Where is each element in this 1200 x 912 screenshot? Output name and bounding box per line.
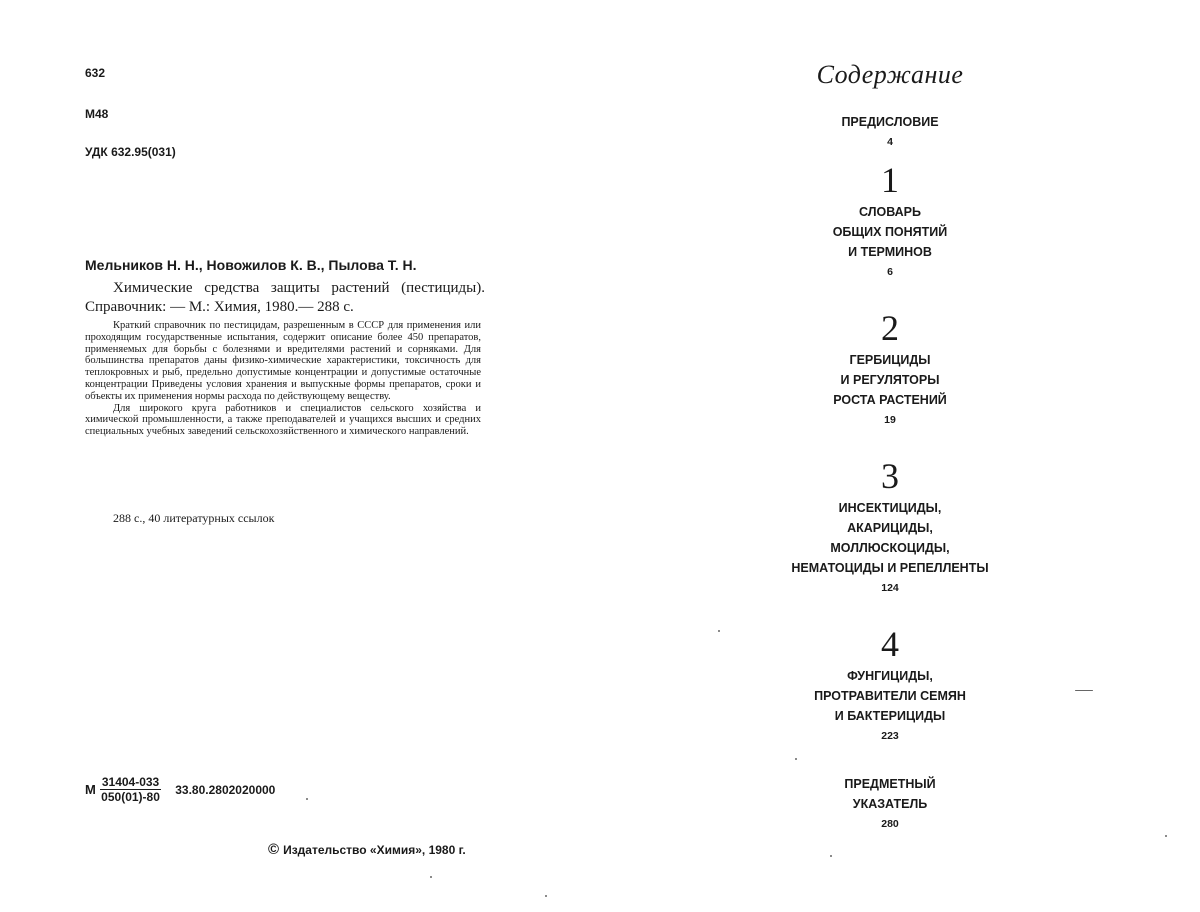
- chapter-page: 223: [881, 730, 899, 742]
- chapter-number: 4: [881, 624, 899, 664]
- chapter-title-line: РОСТА РАСТЕНИЙ: [833, 393, 947, 407]
- abstract-paragraph: Для широкого круга работников и специалистов сельского хозяйства и химической промышленности, а также преподавателей и учащихся высших и средних специальных учебных заведений сельскохозяйственного и химического направлений.: [85, 402, 481, 438]
- chapter-title-line: И РЕГУЛЯТОРЫ: [840, 373, 940, 387]
- bbk-letter: М: [85, 782, 96, 797]
- scan-speck: [718, 630, 720, 632]
- chapter-title-line: ОБЩИХ ПОНЯТИЙ: [832, 225, 948, 239]
- chapter-title-line: МОЛЛЮСКОЦИДЫ,: [830, 541, 950, 555]
- table-of-contents: [740, 60, 1040, 834]
- chapter-number: 1: [881, 160, 899, 200]
- abstract-paragraph: Краткий справочник по пестицидам, разрешенным в СССР для применения или проходящим государственные испытания, содержит описание более 450 препаратов, применяемых для борьбы с болезнями и вредителями растений и сорняками. Для большинства препаратов даны физико-химические характеристики, токсичность для теплокровных и рыб, предельно допустимые концентрации и допустимые остаточные концентрации Приведены условия хранения и выпускные формы препаратов, сроки и объекты их применения нормы расхода по действующему веществу.: [85, 320, 481, 402]
- chapter-number: 2: [881, 308, 899, 348]
- index-title-line: УКАЗАТЕЛЬ: [852, 797, 928, 811]
- chapter-title-line: И БАКТЕРИЦИДЫ: [834, 709, 946, 723]
- publisher: Издательство «Химия», 1980 г.: [283, 843, 466, 857]
- chapter-title-line: И ТЕРМИНОВ: [848, 245, 932, 259]
- publisher-line: [268, 841, 466, 858]
- bbk-denominator: 050(01)-80: [101, 790, 160, 804]
- chapter-number: 3: [881, 456, 899, 496]
- scan-speck: [545, 895, 547, 897]
- copyright-icon: ©: [268, 841, 280, 858]
- bbk-code: 33.80.2802020000: [175, 782, 276, 797]
- author-mark: М48: [85, 107, 109, 121]
- chapter-title-line: ИНСЕКТИЦИДЫ,: [838, 501, 942, 515]
- preface-page: 4: [887, 136, 893, 148]
- scan-streak: [1075, 690, 1093, 691]
- bbk-index: [85, 775, 275, 804]
- bbk-numerator: 31404-033: [101, 775, 160, 789]
- bbk-fraction: [100, 775, 161, 804]
- chapter-title-line: СЛОВАРЬ: [859, 205, 921, 219]
- preface-label: ПРЕДИСЛОВИЕ: [841, 115, 939, 129]
- chapter-title-line: ПРОТРАВИТЕЛИ СЕМЯН: [814, 689, 966, 703]
- abstract: [85, 320, 481, 438]
- scan-speck: [1165, 835, 1167, 837]
- chapter-page: 6: [887, 266, 893, 278]
- index-page: 280: [881, 818, 899, 830]
- scan-speck: [430, 876, 432, 878]
- index-title-line: ПРЕДМЕТНЫЙ: [844, 777, 936, 791]
- chapter-title-line: ГЕРБИЦИДЫ: [849, 353, 931, 367]
- scan-speck: [830, 855, 832, 857]
- contents-title: Содержание: [816, 60, 964, 89]
- chapter-title-line: ФУНГИЦИДЫ,: [847, 669, 933, 683]
- udk-code: УДК 632.95(031): [85, 145, 176, 159]
- scan-speck: [795, 758, 797, 760]
- chapter-page: 124: [881, 582, 899, 594]
- authors: Мельников Н. Н., Новожилов К. В., Пылова Т. Н.: [85, 257, 417, 273]
- chapter-title-line: НЕМАТОЦИДЫ И РЕПЕЛЛЕНТЫ: [791, 561, 989, 575]
- reference-count: 288 с., 40 литературных ссылок: [113, 511, 275, 525]
- chapter-page: 19: [884, 414, 896, 426]
- right-page: [600, 0, 1200, 912]
- classification-code: 632: [85, 66, 106, 80]
- scan-speck: [306, 798, 308, 800]
- chapter-title-line: АКАРИЦИДЫ,: [847, 521, 933, 535]
- book-title: Химические средства защиты растений (пестициды). Справочник: — М.: Химия, 1980.— 288 с.: [85, 280, 485, 315]
